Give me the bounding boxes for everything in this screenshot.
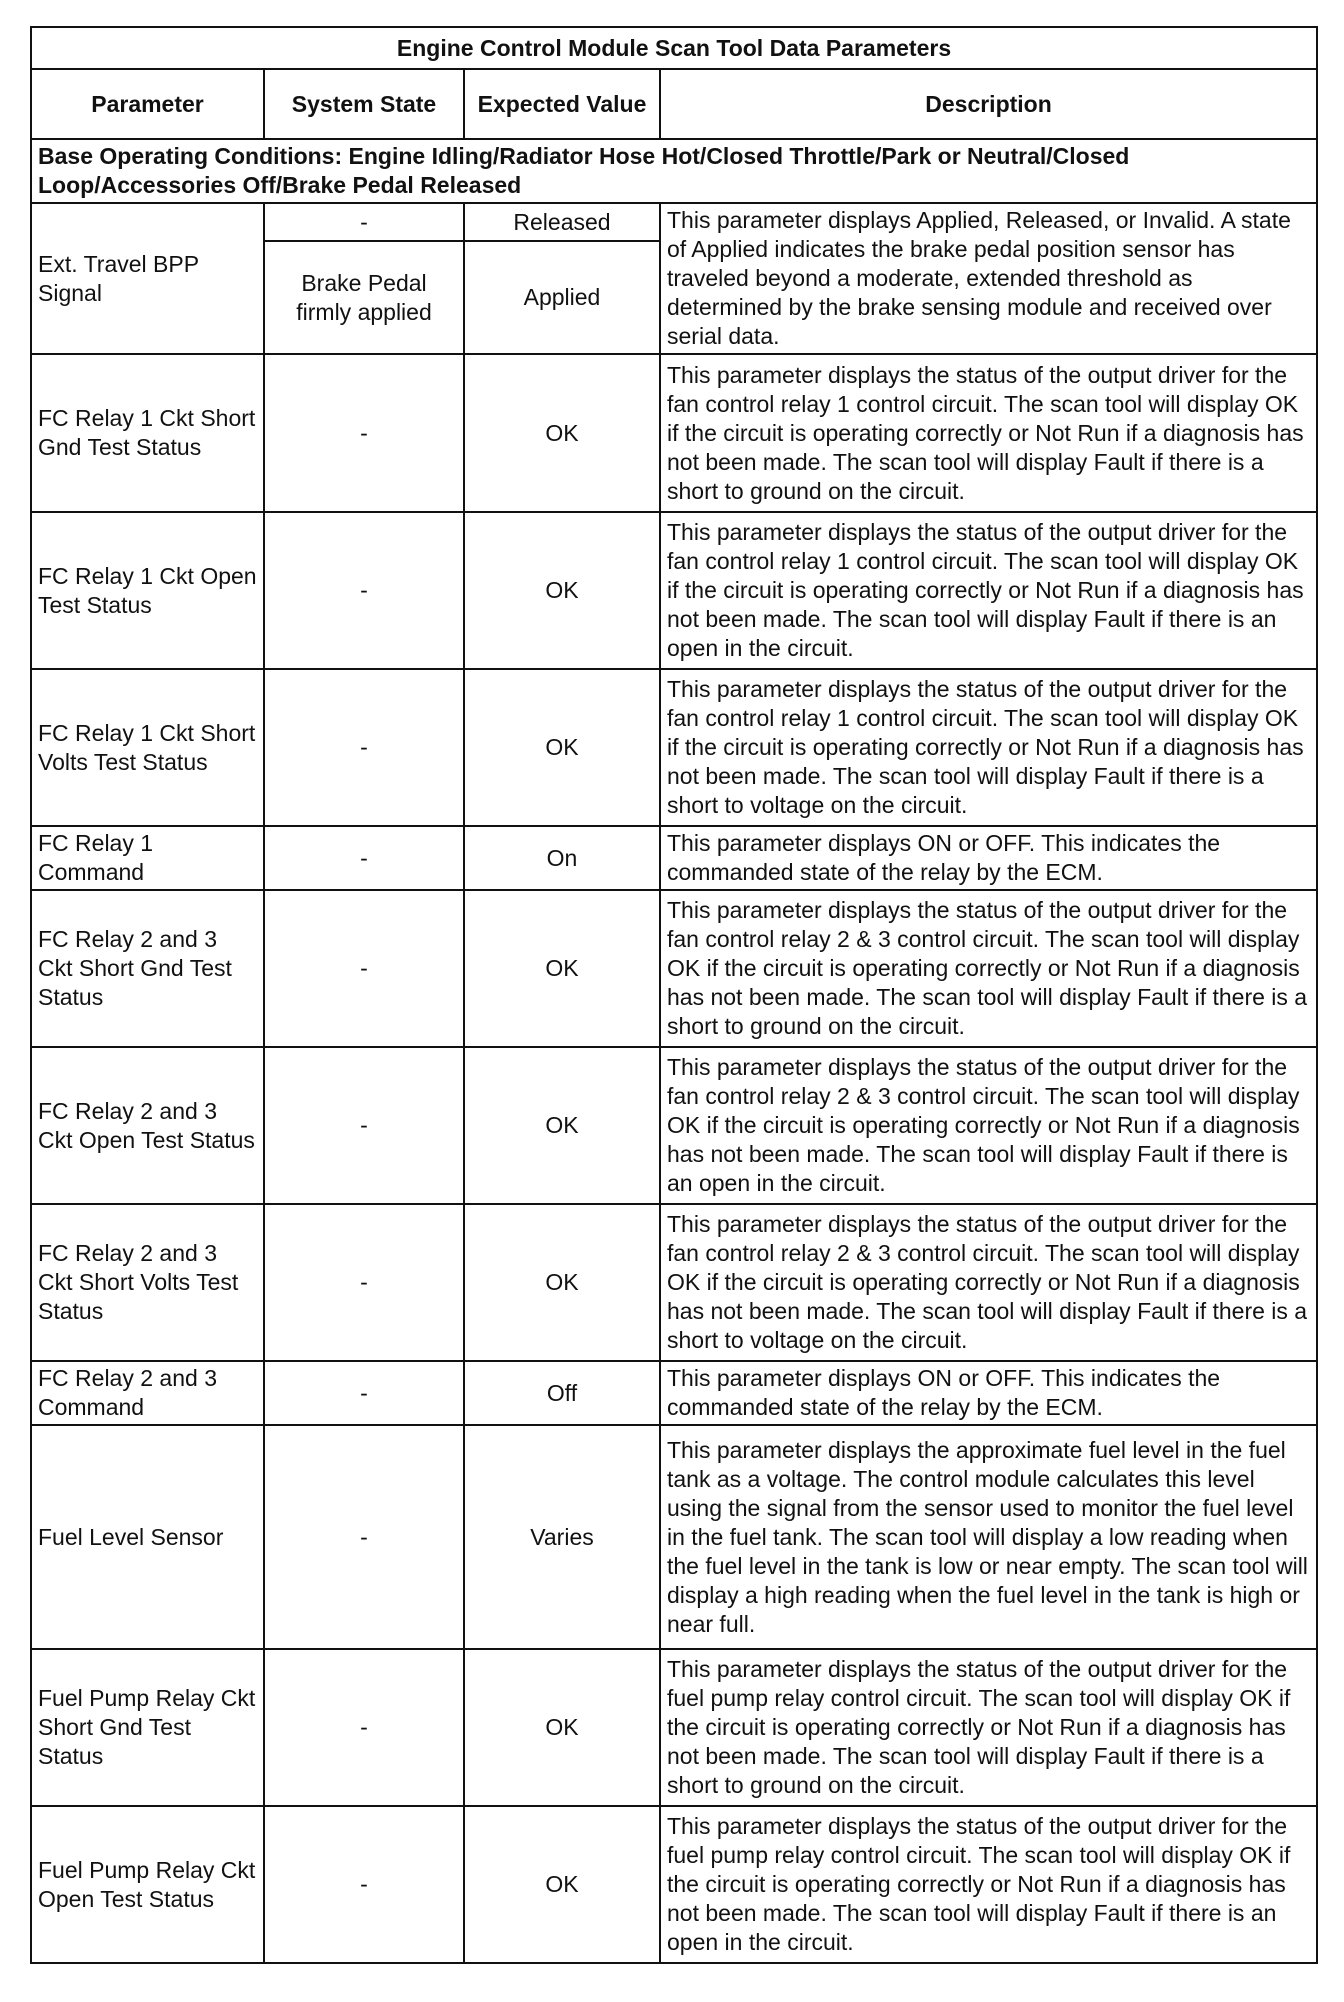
parameter-cell: Fuel Pump Relay Ckt Short Gnd Test Status bbox=[31, 1649, 264, 1806]
table-row bbox=[31, 1361, 1317, 1425]
system-state-cell: - bbox=[264, 826, 464, 890]
table-row bbox=[31, 1204, 1317, 1361]
description-cell: This parameter displays ON or OFF. This indicates the commanded state of the relay by the ECM. bbox=[660, 826, 1317, 890]
expected-value-cell: OK bbox=[464, 1649, 660, 1806]
parameter-cell: FC Relay 2 and 3 Ckt Short Volts Test Status bbox=[31, 1204, 264, 1361]
table-row bbox=[31, 1806, 1317, 1963]
parameter-cell: Fuel Level Sensor bbox=[31, 1425, 264, 1649]
table-title: Engine Control Module Scan Tool Data Parameters bbox=[31, 27, 1317, 69]
parameter-cell: FC Relay 2 and 3 Command bbox=[31, 1361, 264, 1425]
expected-value-cell: Off bbox=[464, 1361, 660, 1425]
description-cell: This parameter displays the status of the output driver for the fan control relay 1 control circuit. The scan tool will display OK if the circuit is operating correctly or Not Run if a diagnosis has not been made. The scan tool will display Fault if there is a short to voltage on the circuit. bbox=[660, 669, 1317, 826]
column-header-system-state: System State bbox=[264, 69, 464, 139]
description-cell: This parameter displays the status of the output driver for the fuel pump relay control circuit. The scan tool will display OK if the circuit is operating correctly or Not Run if a diagnosis has not been made. The scan tool will display Fault if there is an open in the circuit. bbox=[660, 1806, 1317, 1963]
table-row bbox=[31, 1649, 1317, 1806]
expected-value-cell: Varies bbox=[464, 1425, 660, 1649]
parameter-cell: FC Relay 2 and 3 Ckt Short Gnd Test Status bbox=[31, 890, 264, 1047]
parameter-cell: FC Relay 1 Ckt Open Test Status bbox=[31, 512, 264, 669]
description-cell: This parameter displays the status of the output driver for the fan control relay 2 & 3 control circuit. The scan tool will display OK if the circuit is operating correctly or Not Run if a diagnosis has not been made. The scan tool will display Fault if there is a short to voltage on the circuit. bbox=[660, 1204, 1317, 1361]
system-state-cell: - bbox=[264, 669, 464, 826]
parameter-cell: FC Relay 1 Ckt Short Gnd Test Status bbox=[31, 354, 264, 512]
description-cell: This parameter displays the approximate fuel level in the fuel tank as a voltage. The control module calculates this level using the signal from the sensor used to monitor the fuel level in the fuel tank. The scan tool will display a low reading when the fuel level in the tank is low or near empty. The scan tool will display a high reading when the fuel level in the tank is high or near full. bbox=[660, 1425, 1317, 1649]
column-header-expected-value: Expected Value bbox=[464, 69, 660, 139]
parameter-cell: FC Relay 2 and 3 Ckt Open Test Status bbox=[31, 1047, 264, 1204]
system-state-cell: - bbox=[264, 1806, 464, 1963]
description-cell: This parameter displays ON or OFF. This indicates the commanded state of the relay by the ECM. bbox=[660, 1361, 1317, 1425]
expected-value-cell: OK bbox=[464, 1047, 660, 1204]
description-cell: This parameter displays the status of the output driver for the fuel pump relay control circuit. The scan tool will display OK if the circuit is operating correctly or Not Run if a diagnosis has not been made. The scan tool will display Fault if there is a short to ground on the circuit. bbox=[660, 1649, 1317, 1806]
scan-tool-data-table bbox=[30, 26, 1318, 1964]
system-state-cell: - bbox=[264, 1361, 464, 1425]
expected-value-cell: Applied bbox=[464, 241, 660, 354]
expected-value-cell: Released bbox=[464, 203, 660, 241]
system-state-cell: - bbox=[264, 203, 464, 241]
system-state-cell: - bbox=[264, 1649, 464, 1806]
parameter-cell: FC Relay 1 Ckt Short Volts Test Status bbox=[31, 669, 264, 826]
table-row bbox=[31, 1047, 1317, 1204]
description-cell: This parameter displays the status of the output driver for the fan control relay 1 control circuit. The scan tool will display OK if the circuit is operating correctly or Not Run if a diagnosis has not been made. The scan tool will display Fault if there is a short to ground on the circuit. bbox=[660, 354, 1317, 512]
parameter-cell: FC Relay 1 Command bbox=[31, 826, 264, 890]
system-state-cell: - bbox=[264, 512, 464, 669]
expected-value-cell: OK bbox=[464, 890, 660, 1047]
description-cell: This parameter displays the status of the output driver for the fan control relay 1 control circuit. The scan tool will display OK if the circuit is operating correctly or Not Run if a diagnosis has not been made. The scan tool will display Fault if there is an open in the circuit. bbox=[660, 512, 1317, 669]
system-state-cell: - bbox=[264, 1047, 464, 1204]
column-header-parameter: Parameter bbox=[31, 69, 264, 139]
system-state-cell: - bbox=[264, 1425, 464, 1649]
column-header-description: Description bbox=[660, 69, 1317, 139]
parameter-cell: Ext. Travel BPP Signal bbox=[31, 203, 264, 354]
table-row bbox=[31, 512, 1317, 669]
system-state-cell: - bbox=[264, 354, 464, 512]
system-state-cell: - bbox=[264, 1204, 464, 1361]
table-row bbox=[31, 354, 1317, 512]
system-state-cell: Brake Pedal firmly applied bbox=[264, 241, 464, 354]
parameter-cell: Fuel Pump Relay Ckt Open Test Status bbox=[31, 1806, 264, 1963]
table-row bbox=[31, 826, 1317, 890]
expected-value-cell: OK bbox=[464, 354, 660, 512]
description-cell: This parameter displays the status of the output driver for the fan control relay 2 & 3 control circuit. The scan tool will display OK if the circuit is operating correctly or Not Run if a diagnosis has not been made. The scan tool will display Fault if there is a short to ground on the circuit. bbox=[660, 890, 1317, 1047]
expected-value-cell: OK bbox=[464, 1204, 660, 1361]
description-cell: This parameter displays Applied, Released, or Invalid. A state of Applied indicates the brake pedal position sensor has traveled beyond a moderate, extended threshold as determined by the brake sensing module and received over serial data. bbox=[660, 203, 1317, 354]
expected-value-cell: OK bbox=[464, 1806, 660, 1963]
base-operating-conditions: Base Operating Conditions: Engine Idling/Radiator Hose Hot/Closed Throttle/Park or Neutral/Closed Loop/Accessories Off/Brake Pedal Released bbox=[31, 139, 1317, 203]
expected-value-cell: OK bbox=[464, 512, 660, 669]
expected-value-cell: On bbox=[464, 826, 660, 890]
system-state-cell: - bbox=[264, 890, 464, 1047]
description-cell: This parameter displays the status of the output driver for the fan control relay 2 & 3 control circuit. The scan tool will display OK if the circuit is operating correctly or Not Run if a diagnosis has not been made. The scan tool will display Fault if there is an open in the circuit. bbox=[660, 1047, 1317, 1204]
expected-value-cell: OK bbox=[464, 669, 660, 826]
table-row-bpp-released bbox=[31, 203, 1317, 241]
table-row bbox=[31, 890, 1317, 1047]
table-row bbox=[31, 1425, 1317, 1649]
table-row bbox=[31, 669, 1317, 826]
